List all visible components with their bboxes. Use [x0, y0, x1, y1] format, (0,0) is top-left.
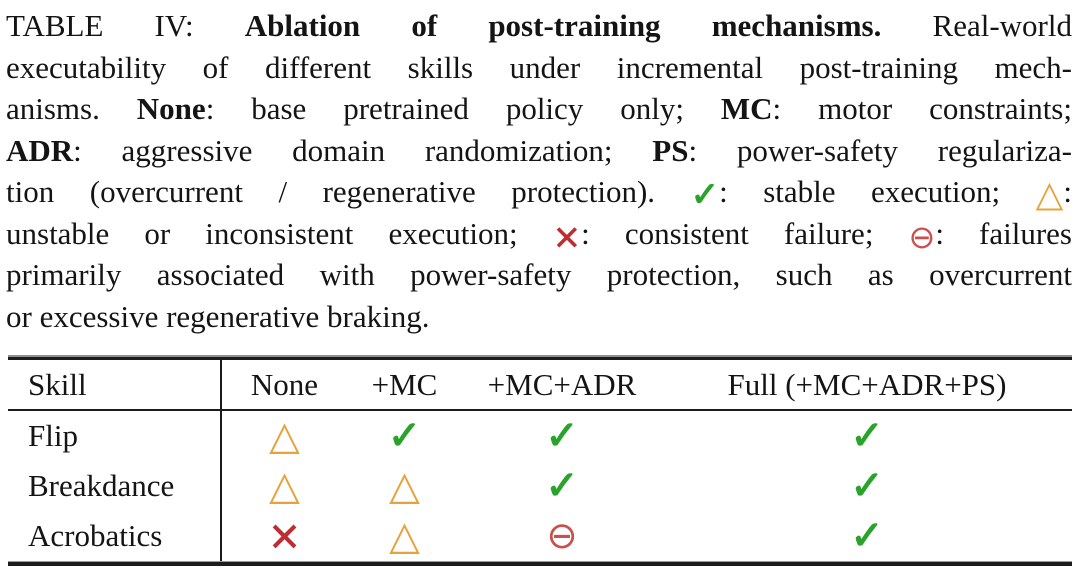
header-col-full: Full (+MC+ADR+PS) — [727, 366, 1007, 402]
status-cell: △ — [269, 413, 300, 459]
caption-text: : motor constraints; — [772, 91, 1072, 126]
caption-bold-text: Ablation of post-training mechanisms. — [244, 8, 882, 43]
caption-text: : base pretrained policy only; — [205, 91, 721, 126]
table-row — [8, 461, 1072, 511]
header-col-mc: +MC — [371, 366, 438, 402]
caption-line — [6, 47, 1072, 89]
table-header-row — [8, 360, 1072, 409]
skill-label: Acrobatics — [8, 511, 222, 561]
caption-text: or excessive regenerative braking. — [6, 298, 430, 334]
caption-line: unstable or inconsistent execution; ×: consistent failure; ⊖: failures — [6, 215, 1072, 257]
header-col-mc-adr: +MC+ADR — [487, 366, 637, 402]
header-skill: Skill — [8, 360, 222, 409]
status-cell: ✓ — [545, 463, 579, 509]
status-cell: ✓ — [387, 413, 422, 459]
caption-bold-text: ADR — [6, 132, 74, 168]
status-cell: ⊖ — [546, 514, 578, 557]
caption-bold-text: MC — [720, 91, 773, 126]
table-bottom-rule — [8, 561, 1072, 566]
caption-text: Real-world — [881, 8, 1072, 43]
caption-bold-text: None — [136, 91, 206, 126]
caption-line — [6, 5, 1072, 47]
caption-text: : failures — [935, 215, 1072, 251]
status-cell: ✓ — [545, 413, 579, 459]
table-row — [8, 411, 1072, 461]
table-body — [0, 411, 1080, 561]
header-col-none: None — [250, 366, 319, 402]
caption-text: : aggressive domain randomization; — [73, 132, 653, 168]
caption-bold-text: PS — [652, 132, 689, 168]
caption-text: : — [1063, 174, 1072, 209]
caption-line — [6, 254, 1072, 296]
caption-text: : power-safety regulariza- — [688, 132, 1072, 168]
status-cell: × — [267, 513, 302, 559]
status-cell: △ — [269, 463, 300, 509]
caption-line — [6, 296, 1072, 338]
caption-text: : consistent failure; — [581, 215, 909, 251]
caption-line: tion (overcurrent / regenerative protection). ✓: stable execution; △: — [6, 174, 1072, 215]
caption-text: primarily associated with power-safety protection, such as overcurrent — [6, 257, 1072, 292]
status-cell: △ — [389, 513, 420, 559]
caption-text: anisms. — [6, 91, 137, 126]
caption-text: TABLE IV: — [6, 8, 245, 43]
caption-text: : stable execution; — [719, 174, 1036, 209]
skill-label: Breakdance — [8, 461, 222, 511]
ablation-table — [0, 355, 1080, 566]
caption-line — [6, 130, 1072, 172]
caption-line — [6, 88, 1072, 130]
caption-text: executability of different skills under incremental post-training mech- — [6, 49, 1072, 85]
caption-text: unstable or inconsistent execution; — [6, 215, 553, 251]
status-cell: ✓ — [850, 513, 884, 559]
status-cell: ✓ — [850, 413, 884, 459]
skill-label: Flip — [8, 411, 222, 461]
caption-text: tion (overcurrent / regenerative protection). — [6, 174, 691, 209]
table-row — [8, 511, 1072, 561]
status-cell: △ — [389, 463, 420, 509]
status-cell: ✓ — [850, 463, 884, 509]
